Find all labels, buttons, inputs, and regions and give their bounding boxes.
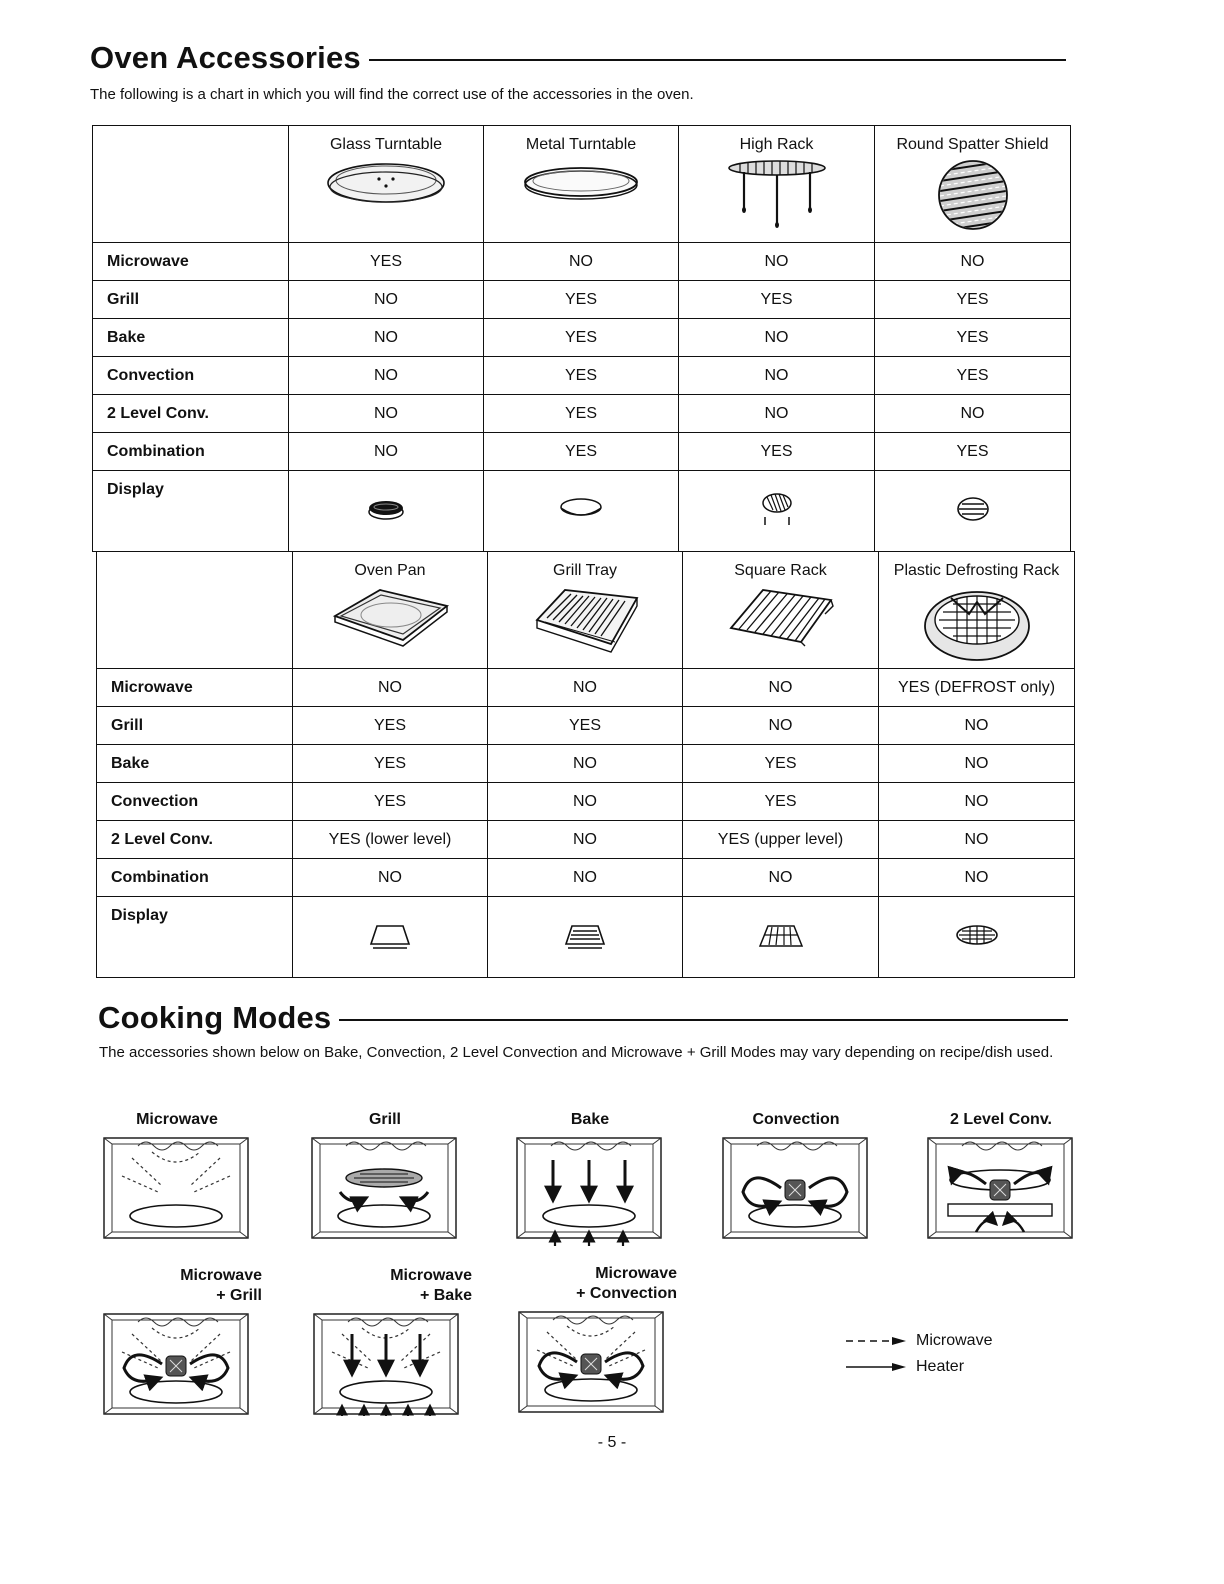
table-cell: YES <box>484 281 679 319</box>
accessory-name: Square Rack <box>734 562 827 579</box>
high-rack-display-icon <box>752 489 802 529</box>
row-label-display: Display <box>93 471 289 552</box>
metal-turntable-display-icon <box>556 494 606 524</box>
display-cell <box>289 471 484 552</box>
mode-grill <box>300 1090 470 1242</box>
table-cell: YES <box>679 433 875 471</box>
column-header-grill-tray <box>488 552 683 669</box>
mode-label-line1: Microwave <box>595 1265 677 1282</box>
section-title: Oven Accessories <box>90 40 361 75</box>
table-cell: NO <box>488 859 683 897</box>
oven-pan-display-icon <box>365 918 415 952</box>
mode-label <box>507 1264 677 1304</box>
row-label-grill: Grill <box>93 281 289 319</box>
accessory-name: Round Spatter Shield <box>896 136 1049 153</box>
table-cell: YES <box>293 707 488 745</box>
accessory-name: Oven Pan <box>354 562 426 579</box>
column-header-metal-turntable <box>484 126 679 243</box>
accessory-name: Grill Tray <box>553 562 617 579</box>
table-cell: NO <box>293 859 488 897</box>
display-cell <box>484 471 679 552</box>
intro-text: The accessories shown below on Bake, Convection, 2 Level Convection and Microwave + Grill Modes may vary depending on recipe/dish used. <box>99 1044 1054 1061</box>
legend-label: Heater <box>916 1358 965 1375</box>
glass-turntable-display-icon <box>361 494 411 524</box>
mode-2-level-conv <box>916 1090 1086 1242</box>
table-cell: YES <box>875 357 1071 395</box>
microwave-grill-mode-diagram <box>102 1312 252 1418</box>
table-cell: NO <box>879 783 1075 821</box>
mode-convection <box>711 1090 881 1242</box>
table-cell: NO <box>875 243 1071 281</box>
mode-label-line1: Microwave <box>180 1267 262 1284</box>
square-rack-icon <box>721 584 841 654</box>
page-number: - 5 - <box>597 1434 627 1451</box>
table-cell: NO <box>879 859 1075 897</box>
column-header-plastic-defrosting-rack <box>879 552 1075 669</box>
high-rack-icon <box>722 158 832 230</box>
accessories-table-1 <box>92 125 1071 552</box>
convection-mode-diagram <box>721 1136 871 1242</box>
round-spatter-shield-icon <box>933 158 1013 232</box>
grill-mode-diagram <box>310 1136 460 1242</box>
table-cell: NO <box>488 669 683 707</box>
accessory-name: High Rack <box>739 136 814 153</box>
display-cell <box>488 897 683 978</box>
table-cell: NO <box>488 745 683 783</box>
section-title: Cooking Modes <box>98 1000 332 1035</box>
mode-label <box>92 1266 262 1306</box>
accessory-name: Glass Turntable <box>329 136 443 153</box>
table-cell: YES <box>484 357 679 395</box>
table-cell: YES (lower level) <box>293 821 488 859</box>
mode-microwave-convection <box>507 1264 677 1416</box>
accessory-name: Plastic Defrosting Rack <box>893 562 1060 579</box>
mode-label: Microwave <box>136 1111 218 1128</box>
row-label-grill: Grill <box>97 707 293 745</box>
mode-label-line2: + Grill <box>216 1287 262 1304</box>
row-label-convection: Convection <box>93 357 289 395</box>
column-header-high-rack <box>679 126 875 243</box>
accessory-name: Metal Turntable <box>525 136 637 153</box>
intro-text: The following is a chart in which you will find the correct use of the accessories in the oven. <box>90 86 694 103</box>
display-cell <box>679 471 875 552</box>
legend <box>846 1328 992 1380</box>
table-cell: YES <box>875 281 1071 319</box>
table-cell: YES <box>683 783 879 821</box>
plastic-defrosting-rack-icon <box>917 584 1037 664</box>
table-cell: NO <box>293 669 488 707</box>
row-label-combination: Combination <box>97 859 293 897</box>
oven-pan-icon <box>325 584 455 648</box>
column-header-glass-turntable <box>289 126 484 243</box>
table-cell: YES (upper level) <box>683 821 879 859</box>
grill-tray-display-icon <box>560 918 610 952</box>
dashed-arrow-icon <box>846 1335 908 1347</box>
accessories-table-2 <box>96 551 1075 978</box>
table-cell: NO <box>289 281 484 319</box>
table-cell: NO <box>679 357 875 395</box>
mode-microwave-bake <box>302 1266 472 1418</box>
table-cell: NO <box>879 821 1075 859</box>
table-cell: NO <box>683 669 879 707</box>
table-cell: YES <box>289 243 484 281</box>
legend-item-heater <box>846 1354 992 1380</box>
table-cell: NO <box>484 243 679 281</box>
display-cell <box>879 897 1075 978</box>
mode-label: Bake <box>570 1111 610 1128</box>
row-label-microwave: Microwave <box>93 243 289 281</box>
table-cell: YES <box>484 395 679 433</box>
heading-rule <box>369 59 1066 61</box>
mode-bake <box>505 1090 675 1248</box>
table-cell: YES <box>488 707 683 745</box>
row-label-microwave: Microwave <box>97 669 293 707</box>
mode-label: 2 Level Conv. <box>950 1111 1052 1128</box>
solid-arrow-icon <box>846 1361 908 1373</box>
display-cell <box>293 897 488 978</box>
table-cell: YES <box>293 783 488 821</box>
table-cell: NO <box>289 433 484 471</box>
table-cell: YES <box>679 281 875 319</box>
table-cell: YES <box>484 433 679 471</box>
table-cell: NO <box>679 243 875 281</box>
display-cell <box>875 471 1071 552</box>
header-blank-cell <box>97 552 293 669</box>
table-cell: YES <box>683 745 879 783</box>
mode-label-line2: + Convection <box>576 1285 677 1302</box>
heading-rule <box>339 1019 1068 1021</box>
table-cell: NO <box>875 395 1071 433</box>
column-header-round-spatter-shield <box>875 126 1071 243</box>
header-blank-cell <box>93 126 289 243</box>
row-label-convection: Convection <box>97 783 293 821</box>
table-cell: NO <box>683 707 879 745</box>
mode-microwave-grill <box>92 1266 262 1418</box>
table-cell: NO <box>679 319 875 357</box>
table-cell: YES <box>484 319 679 357</box>
microwave-mode-diagram <box>102 1136 252 1242</box>
bake-mode-diagram <box>515 1136 665 1248</box>
row-label-2-level-conv: 2 Level Conv. <box>93 395 289 433</box>
column-header-oven-pan <box>293 552 488 669</box>
square-rack-display-icon <box>754 918 808 952</box>
2-level-conv-mode-diagram <box>926 1136 1076 1242</box>
table-cell: YES (DEFROST only) <box>879 669 1075 707</box>
table-cell: NO <box>289 357 484 395</box>
legend-label: Microwave <box>916 1332 993 1349</box>
table-cell: NO <box>488 783 683 821</box>
mode-label-line2: + Bake <box>419 1287 472 1304</box>
row-label-combination: Combination <box>93 433 289 471</box>
table-cell: NO <box>879 745 1075 783</box>
table-cell: NO <box>683 859 879 897</box>
metal-turntable-icon <box>516 158 646 208</box>
table-cell: NO <box>488 821 683 859</box>
oven-accessories-heading <box>90 40 1066 76</box>
row-label-display: Display <box>97 897 293 978</box>
microwave-convection-mode-diagram <box>517 1310 667 1416</box>
table-cell: NO <box>879 707 1075 745</box>
mode-label <box>302 1266 472 1306</box>
grill-tray-icon <box>525 584 645 654</box>
table-cell: NO <box>289 395 484 433</box>
table-cell: NO <box>289 319 484 357</box>
mode-label-line1: Microwave <box>390 1267 472 1284</box>
row-label-bake: Bake <box>93 319 289 357</box>
mode-microwave <box>92 1090 262 1242</box>
glass-turntable-icon <box>321 158 451 208</box>
row-label-bake: Bake <box>97 745 293 783</box>
column-header-square-rack <box>683 552 879 669</box>
display-cell <box>683 897 879 978</box>
microwave-bake-mode-diagram <box>312 1312 462 1418</box>
table-cell: YES <box>875 319 1071 357</box>
plastic-defrosting-rack-display-icon <box>950 920 1004 950</box>
row-label-2-level-conv: 2 Level Conv. <box>97 821 293 859</box>
mode-label: Grill <box>368 1111 401 1128</box>
legend-item-microwave <box>846 1328 992 1354</box>
round-spatter-shield-display-icon <box>948 494 998 524</box>
mode-label: Convection <box>752 1111 840 1128</box>
table-cell: YES <box>293 745 488 783</box>
table-cell: NO <box>679 395 875 433</box>
cooking-modes-heading <box>98 1000 1068 1036</box>
table-cell: YES <box>875 433 1071 471</box>
